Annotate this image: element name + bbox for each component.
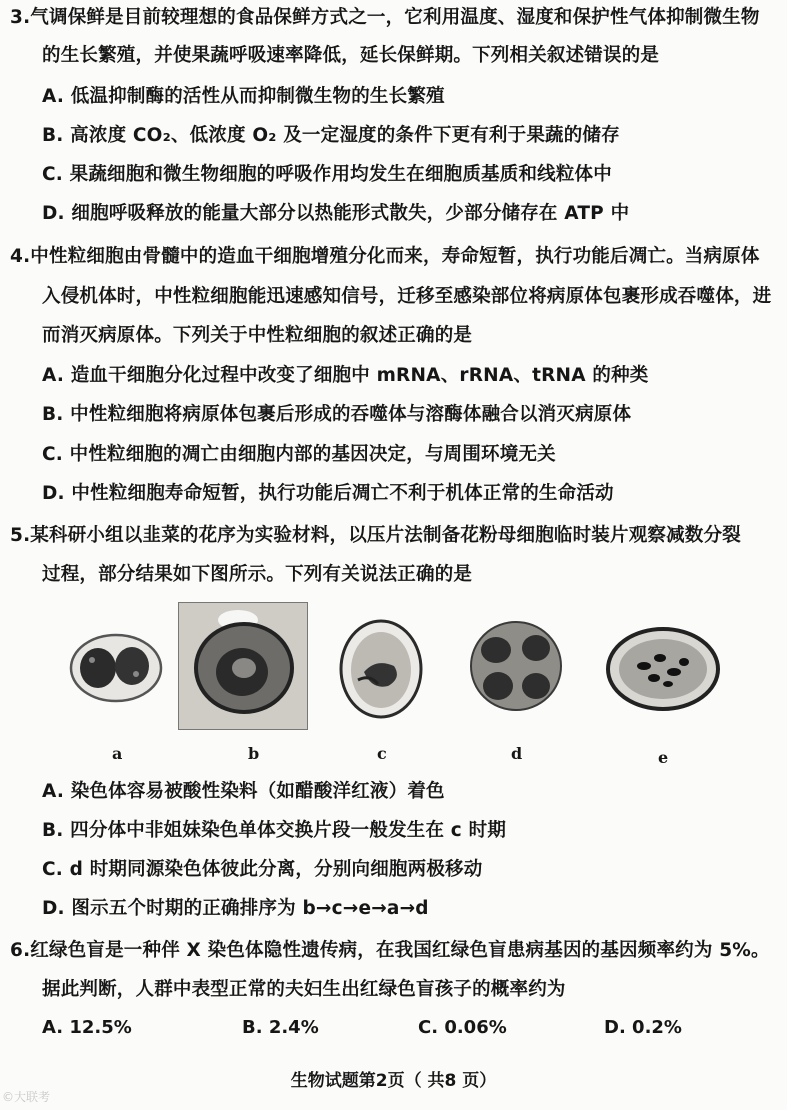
q5-stem-line-1: 5.某科研小组以韭菜的花序为实验材料，以压片法制备花粉母细胞临时装片观察减数分裂 [10, 525, 741, 546]
q6-option-b: B. 2.4% [242, 1017, 319, 1038]
q6-option-a: A. 12.5% [42, 1017, 132, 1038]
figure-label-b: b [248, 744, 260, 763]
figure-label-d: d [511, 744, 523, 763]
figure-label-e: e [658, 748, 669, 767]
q3-stem-line-1: 3.气调保鲜是目前较理想的食品保鲜方式之一，它利用温度、湿度和保护性气体抑制微生物 [10, 7, 760, 28]
q4-option-d: D. 中性粒细胞寿命短暂，执行功能后凋亡不利于机体正常的生命活动 [42, 483, 614, 504]
q6-stem-line-2: 据此判断，人群中表型正常的夫妇生出红绿色盲孩子的概率约为 [42, 979, 566, 1000]
micrograph-e [604, 624, 722, 714]
micrograph-a [66, 630, 166, 706]
q5-option-d: D. 图示五个时期的正确排序为 b→c→e→a→d [42, 898, 429, 919]
figure-label-c: c [377, 744, 387, 763]
micrograph-b [178, 602, 308, 730]
q5-option-b: B. 四分体中非姐妹染色单体交换片段一般发生在 c 时期 [42, 820, 507, 841]
q4-option-c: C. 中性粒细胞的凋亡由细胞内部的基因决定，与周围环境无关 [42, 444, 556, 465]
q3-stem-line-2: 的生长繁殖，并使果蔬呼吸速率降低，延长保鲜期。下列相关叙述错误的是 [42, 45, 660, 66]
q4-option-b: B. 中性粒细胞将病原体包裹后形成的吞噬体与溶酶体融合以消灭病原体 [42, 404, 632, 425]
q4-option-a: A. 造血干细胞分化过程中改变了细胞中 mRNA、rRNA、tRNA 的种类 [42, 365, 649, 386]
q4-stem-line-1: 4.中性粒细胞由骨髓中的造血干细胞增殖分化而来，寿命短暂，执行功能后凋亡。当病原体 [10, 246, 760, 267]
page-footer: 生物试题第2页（ 共8 页） [290, 1071, 497, 1091]
q4-stem-line-2: 入侵机体时，中性粒细胞能迅速感知信号，迁移至感染部位将病原体包裹形成吞噬体，进 [42, 286, 772, 307]
q4-stem-line-3: 而消灭病原体。下列关于中性粒细胞的叙述正确的是 [42, 325, 473, 346]
q6-options-row [42, 1017, 702, 1043]
q5-option-c: C. d 时期同源染色体彼此分离，分别向细胞两极移动 [42, 859, 483, 880]
q5-option-a: A. 染色体容易被酸性染料（如醋酸洋红液）着色 [42, 781, 445, 802]
q3-option-b: B. 高浓度 CO₂、低浓度 O₂ 及一定湿度的条件下更有利于果蔬的储存 [42, 125, 620, 146]
figure-label-a: a [112, 744, 123, 763]
q3-option-d: D. 细胞呼吸释放的能量大部分以热能形式散失，少部分储存在 ATP 中 [42, 203, 630, 224]
q6-option-c: C. 0.06% [418, 1017, 507, 1038]
micrograph-d [466, 616, 566, 716]
micrograph-c [336, 614, 426, 724]
watermark: ©大联考 [2, 1090, 51, 1104]
q5-stem-line-2: 过程，部分结果如下图所示。下列有关说法正确的是 [42, 564, 473, 585]
q6-stem-line-1: 6.红绿色盲是一种伴 X 染色体隐性遗传病，在我国红绿色盲患病基因的基因频率约为 5%。 [10, 940, 770, 961]
q3-option-a: A. 低温抑制酶的活性从而抑制微生物的生长繁殖 [42, 86, 445, 107]
q6-option-d: D. 0.2% [604, 1017, 682, 1038]
q3-option-c: C. 果蔬细胞和微生物细胞的呼吸作用均发生在细胞质基质和线粒体中 [42, 164, 612, 185]
